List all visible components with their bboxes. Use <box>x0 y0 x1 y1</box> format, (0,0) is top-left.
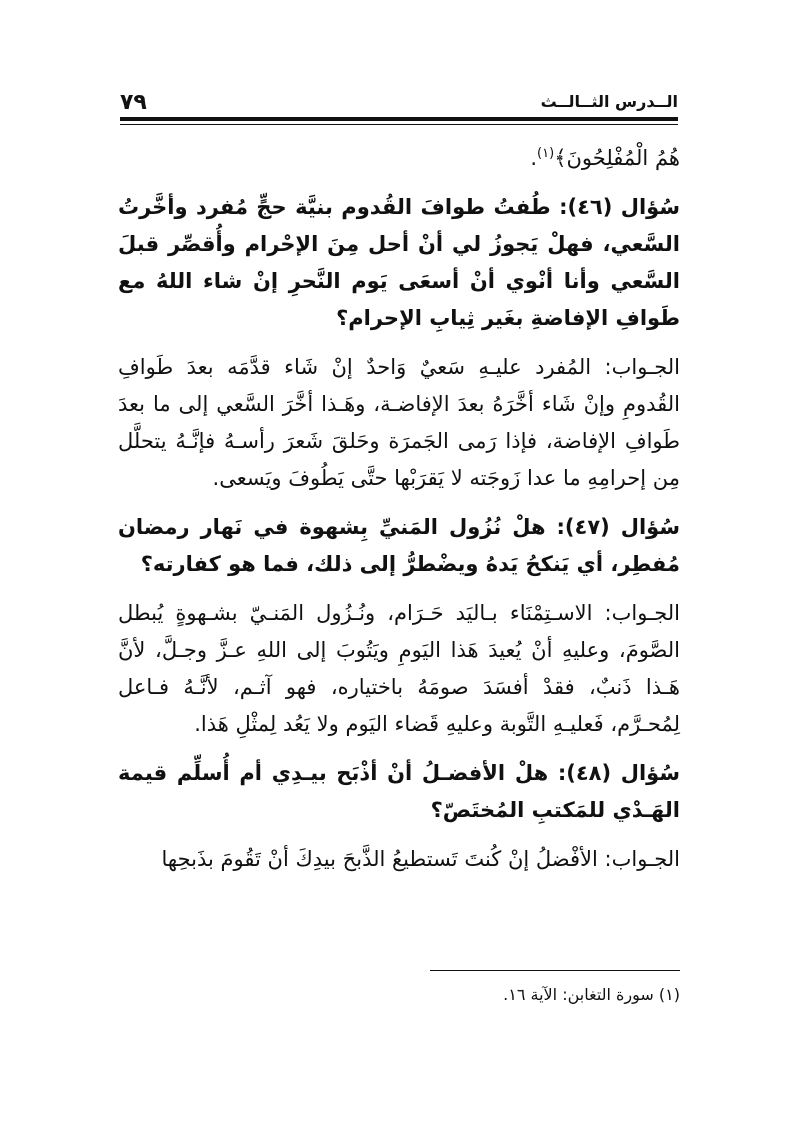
question-46: سُؤال (٤٦): طُفتُ طوافَ القُدوم بنيَّة حجٍّ مُفرد وأخَّرتُ السَّعي، فهلْ يَجوزُ لي أنْ أحل مِنَ الإحْرام وأُقصِّر قبلَ السَّعي وأنا أنْوي أنْ أسعَى يَوم النَّحرِ إنْ شاء اللهُ مع طَوافِ الإفاضةِ بغَير ثِيابِ الإحرام؟ <box>118 195 680 330</box>
question-48: سُؤال (٤٨): هلْ الأفضـلُ أنْ أذْبَح بيـدِي أم أُسلِّم قيمة الهَـدْي للمَكتبِ المُختَصّ؟ <box>118 761 680 822</box>
verse-text: هُمُ الْمُفْلِحُونَ﴾ <box>554 146 680 170</box>
footnote: (١) سورة التغابن: الآية ١٦. <box>503 985 680 1004</box>
page-number: ٧٩ <box>120 90 147 115</box>
question-47: سُؤال (٤٧): هلْ نُزُول المَنيِّ بِشهوة في نَهار رمضان مُفطِر، أي يَنكحُ يَدهُ ويضْطرُّ إلى ذلك، فما هو كفارته؟ <box>118 515 680 576</box>
chapter-title: الــدرس الثــالــث <box>540 92 678 111</box>
answer-46: الجـواب: المُفرد عليـهِ سَعيٌ وَاحدٌ إنْ شَاء قدَّمَه بعدَ طَوافِ القُدومِ وإنْ شَاء أخَّرَهُ بعدَ الإفاضـة، وهَـذا أخَّرَ السَّعي إلى ما بعدَ طَوافِ الإفاضة، فإذا رَمى الجَمرَة وحَلقَ شَعرَ رأسـهُ فإنَّـهُ يتحلَّل مِن إحرامِهِ ما عدا زَوجَته لا يَقرَبْها حتَّى يَطُوفَ ويَسعى. <box>118 355 680 490</box>
header-rule-thin <box>120 124 678 125</box>
verse-ending <box>118 135 680 177</box>
page-body <box>118 135 680 890</box>
footnote-rule <box>430 970 680 971</box>
footnote-marker: (١) <box>537 146 555 161</box>
answer-48: الجـواب: الأفْضلُ إنْ كُنتَ تَستطيعُ الذَّبحَ بيدِكَ أنْ تَقُومَ بذَبحِها <box>161 847 680 871</box>
page-header <box>120 90 678 116</box>
verse-tail: . <box>530 146 538 170</box>
header-rule-thick <box>120 117 678 121</box>
answer-47: الجـواب: الاسـتِمْنَاء بـاليَد حَـرَام، ونُـزُول المَنـيّ بشـهوةٍ يُبطل الصَّومَ، وعليهِ أنْ يُعيدَ هَذا اليَومِ ويَتُوبَ إلى اللهِ عـزَّ وجـلَّ، لأنَّ هَـذا ذَنبٌ، فقدْ أفسَدَ صومَهُ باختياره، فهو آثـم، لأنَّـهُ فـاعل لِمُحـرَّم، فَعليـهِ التَّوبة وعليهِ قَضاء اليَوم ولا يَعُد لِمثْلِ هَذا. <box>118 601 680 736</box>
